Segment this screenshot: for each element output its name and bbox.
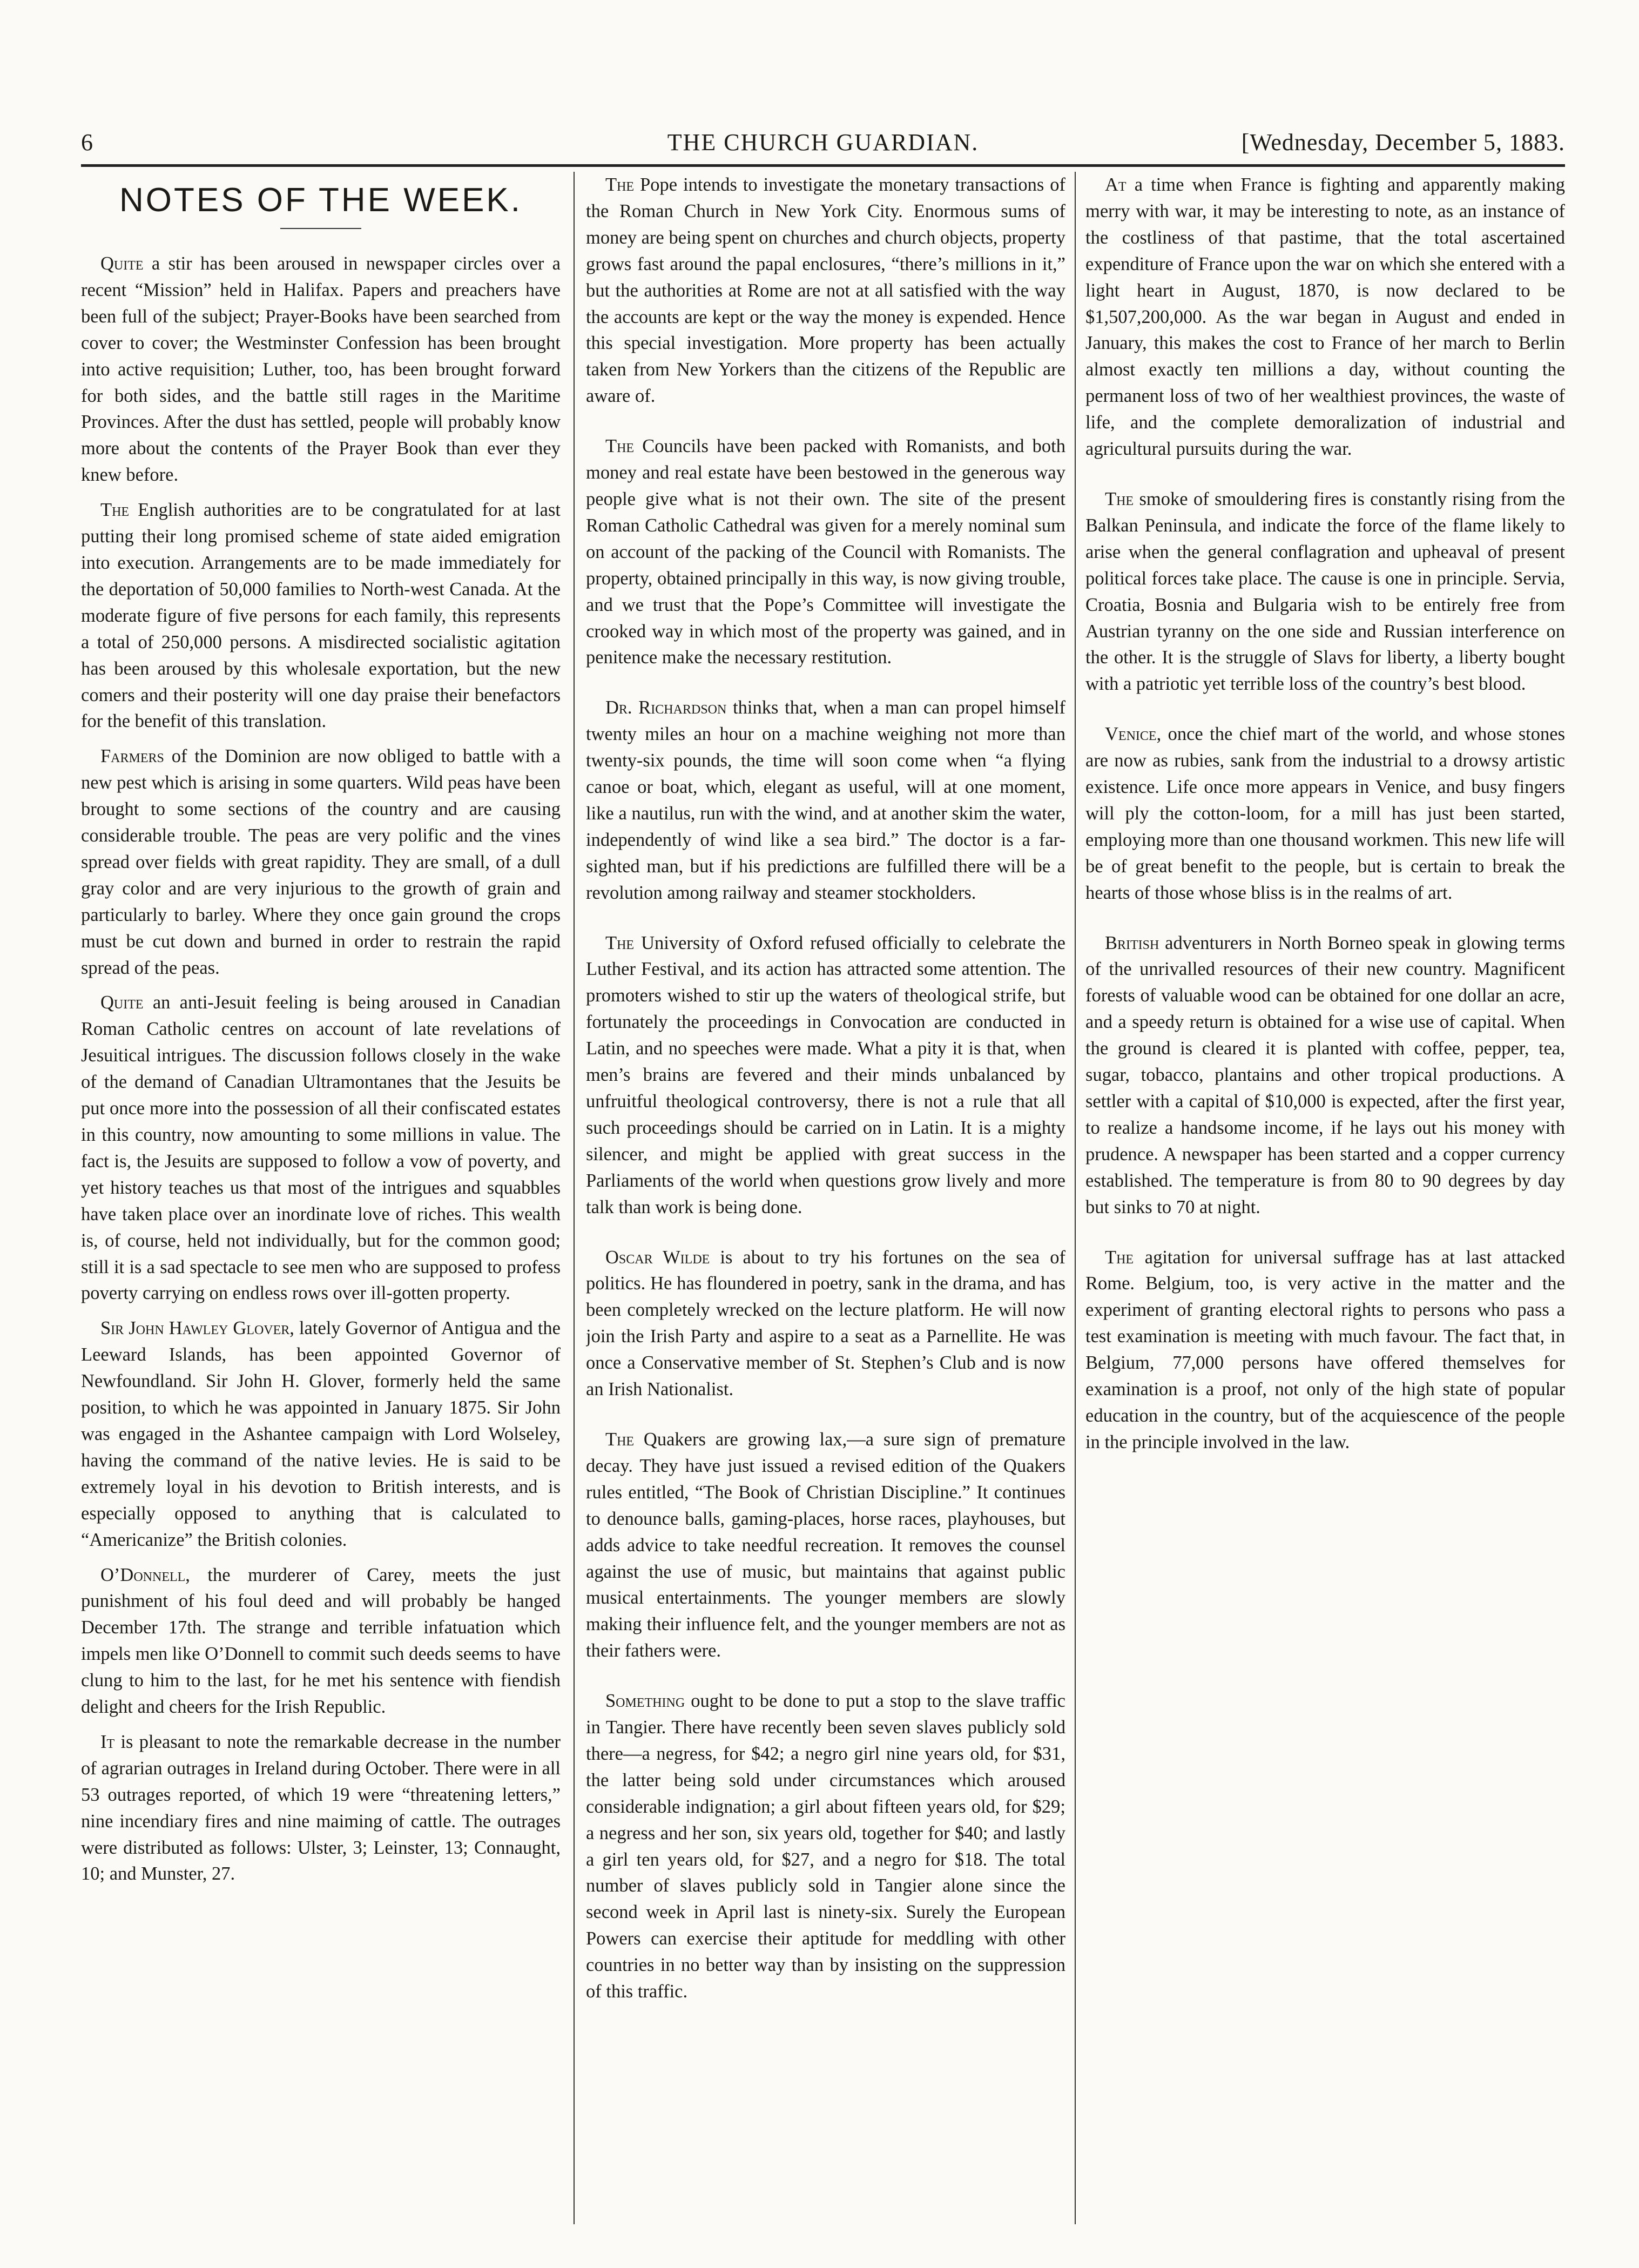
paragraph-lead: Farmers [100,746,164,767]
page-header [81,129,1565,161]
paragraph-lead: The [1105,488,1134,509]
section-title: NOTES OF THE WEEK. [119,181,523,219]
paragraph [586,1244,1065,1403]
paragraph [586,1426,1065,1664]
paragraph-text: is about to try his fortunes on the sea of politics. He has floundered in poetry, sank in the drama, and has been completely wrecked on the lecture platform. He will now join the Irish Party and aspire to a seat as a Parnellite. He was once a Conservative member of St. Stephen’s Club and is now an Irish Nationalist. [586,1247,1065,1400]
paragraph [1085,486,1565,697]
paragraph-lead: Something [605,1691,685,1712]
column-3 [1085,172,1565,2230]
paragraph-text: an anti-Jesuit feeling is being aroused in Canadian Roman Catholic centres on account of late revelations of Jesuitical intrigues. The discussion follows closely in the wake of the demand of Canadian Ultramontanes that the Jesuits be put once more into the possession of all their confiscated estates in this country, now amounting to some millions in value. The fact is, the Jesuits are supposed to follow a vow of poverty, and yet history teaches us that most of the intrigues and squabbles have taken place over an inordinate love of riches. This wealth is, of course, held not individually, but for the common good; still it is a sad spectacle to see men who are supposed to profess poverty carrying on endless rows over ill-gotten property. [81,992,561,1304]
paragraph [1085,1244,1565,1456]
paragraph-lead: Venice, [1105,724,1162,745]
column-divider [574,172,575,2224]
header-rule [81,164,1565,167]
paragraph [81,1315,561,1553]
paragraph [81,990,561,1307]
column-divider [1075,172,1076,2224]
page-number: 6 [81,129,93,156]
paragraph-lead: Oscar Wilde [605,1247,710,1268]
paragraph-text: lately Governor of Antigua and the Leeward Islands, has been appointed Governor of Newfoundland. Sir John H. Glover, formerly held the same position, to which he was appointed in January 1875. Sir John was engaged in the Ashantee campaign with Lord Wolseley, having the command of the native levies. He is said to be extremely loyal in his devotion to British interests, and is especially opposed to anything that is calculated to “Americanize” the British colonies. [81,1318,561,1550]
issue-date: [Wednesday, December 5, 1883. [1241,129,1565,156]
paragraph-text: English authorities are to be congratulated for at last putting their long promised scheme of state aided emigration into execution. Arrangements are to be made immediately for the deportation of 50,000 families to North-west Canada. At the moderate figure of five persons for each family, this represents a total of 250,000 persons. A misdirected socialistic agitation has been aroused by this wholesale exportation, but the new comers and their posterity will one day praise their benefactors for the benefit of this translation. [81,500,561,732]
paragraph-lead: Quite [100,253,144,274]
paragraph-lead: Quite [100,992,144,1013]
paragraph-text: a time when France is fighting and apparently making merry with war, it may be interesting to note, as an instance of the costliness of that pastime, that the total ascertained expenditure of France upon the war on which she entered with a light heart in August, 1870, is now declared to be $1,507,200,000. As the war began in August and ended in January, this makes the cost to France of her march to Berlin almost exactly ten millions a day, without counting the permanent loss of two of her wealthiest provinces, the waste of life, and the complete demoralization of industrial and agricultural pursuits during the war. [1085,174,1565,460]
paragraph-text: agitation for universal suffrage has at last attacked Rome. Belgium, too, is very active in the matter and the experiment of granting electoral rights to persons who pass a test examination is meeting with much favour. The fact that, in Belgium, 77,000 persons have offered themselves for examination is a proof, not only of the high state of popular education in the country, but of the acquiescence of the people in the principle involved in the law. [1085,1247,1565,1452]
paragraph [586,930,1065,1221]
paragraph [81,1562,561,1720]
paragraph-text: a stir has been aroused in newspaper circles over a recent “Mission” held in Halifax. Papers and preachers have been full of the subject; Prayer-Books have been searched from cover to cover; the Westminster Confession has been brought into active requisition; Luther, too, has been brought forward for both sides, and the battle still rages in the Maritime Provinces. After the dust has settled, people will probably know more about the contents of the Prayer Book than ever they knew before. [81,253,561,486]
paragraph-lead: The [605,174,635,195]
paragraph-text: adventurers in North Borneo speak in glowing terms of the unrivalled resources of their new country. Magnificent forests of valuable wood can be obtained for one dollar an acre, and a speedy return is obtained for a wise use of capital. When the ground is cleared it is planted with coffee, pepper, tea, sugar, tobacco, plantains and other tropical productions. A settler with a capital of $10,000 is expected, after the first year, to realize a handsome income, if he lays out his money with prudence. A newspaper has been started and a copper currency established. The temperature is from 80 to 90 degrees by day but sinks to 70 at night. [1085,932,1565,1217]
paragraph [586,695,1065,906]
paragraph-text: the murderer of Carey, meets the just punishment of his foul deed and will probably be hanged December 17th. The strange and terrible infatuation which impels men like O’Donnell to commit such deeds seems to have clung to him to the last, for he met his sentence with fiendish delight and cheers for the Irish Republic. [81,1564,561,1718]
paragraph [81,497,561,735]
column-1 [81,172,561,2230]
title-rule [280,228,361,229]
paragraph [586,1688,1065,2005]
paragraph-text: once the chief mart of the world, and whose stones are now as rubies, sank from the industrial to a drowsy artistic existence. Life once more appears in Venice, and busy fingers will ply the cotton-loom, for a mill has just been started, employing more than one thousand workmen. This new life will be of great benefit to the people, but is certain to break the hearts of those whose bliss is in the realms of art. [1085,724,1565,903]
paragraph-lead: British [1105,932,1159,953]
paragraph-lead: The [605,932,635,953]
paragraph-text: is pleasant to note the remarkable decrease in the number of agrarian outrages in Ireland during October. There were in all 53 outrages reported, of which 19 were “threatening letters,” nine incendiary fires and nine maiming of cattle. The outrages were distributed as follows: Ulster, 3; Leinster, 13; Connaught, 10; and Munster, 27. [81,1731,561,1885]
paragraph-lead: Dr. Richardson [605,697,727,718]
paragraph [81,743,561,981]
paragraph-text: smoke of smouldering fires is constantly rising from the Balkan Peninsula, and indicate the force of the flame likely to arise when the general conflagration and upheaval of present political forces take place. The cause is one in principle. Servia, Croatia, Bosnia and Bulgaria wish to be entirely free from Austrian tyranny on the one side and Russian interference on the other. It is the struggle of Slavs for liberty, a liberty bought with a patriotic yet terrible loss of the country’s best blood. [1085,488,1565,695]
paragraph [586,433,1065,671]
paragraph [1085,172,1565,462]
paragraph-lead: The [605,1429,635,1450]
paragraph-lead: O’Donnell, [100,1564,190,1585]
paragraph-text: thinks that, when a man can propel himself twenty miles an hour on a machine weighing not more than twenty-six pounds, the time will soon come when “a flying canoe or boat, which, elegant as useful, will at one moment, like a nautilus, run with the wind, and at another skim the water, independently of wind like a sea bird.” The doctor is a far-sighted man, but if his predictions are fulfilled there will be a revolution among railway and steamer stockholders. [586,697,1065,903]
paragraph-lead: Sir John Hawley Glover, [100,1318,294,1339]
paragraph-lead: The [100,500,130,521]
paragraph-lead: The [605,436,635,457]
paragraph-lead: The [1105,1247,1134,1268]
paragraph [1085,930,1565,1221]
paragraph-lead: At [1105,174,1127,195]
paragraph-lead: It [100,1731,115,1752]
paragraph [81,1729,561,1887]
paragraph [81,251,561,488]
paragraph-text: University of Oxford refused officially to celebrate the Luther Festival, and its action has attracted some attention. The promoters wished to stir up the waters of theological strife, but fortunately the proceedings in Convocation are conducted in Latin, and no speeches were made. What a pity it is that, when men’s brains are fevered and their minds unbalanced by unfruitful theological controversy, there is not a rule that all such proceedings should be carried on in Latin. It is a mighty silencer, and might be applied with great success in the Parliaments of the world when questions grow lively and more talk than work is being done. [586,932,1065,1217]
paragraph [1085,721,1565,906]
masthead-title: THE CHURCH GUARDIAN. [667,129,979,156]
paragraph-text: Quakers are growing lax,—a sure sign of premature decay. They have just issued a revised edition of the Quakers rules entitled, “The Book of Christian Discipline.” It continues to denounce balls, gaming-places, horse races, playhouses, but adds advice to take needful recreation. It removes the counsel against the use of music, but maintains that against public musical entertainments. The younger members are slowly making their influence felt, and the younger members are not as their fathers were. [586,1429,1065,1661]
column-2 [586,172,1065,2230]
paragraph-text: ought to be done to put a stop to the slave traffic in Tangier. There have recently been seven slaves publicly sold there—a negress, for $42; a negro girl nine years old, for $31, the latter being sold under circumstances which aroused considerable indignation; a girl about fifteen years old, for $29; a negress and her son, six years old, together for $40; and lastly a girl ten years old, for $27, and a negro for $18. The total number of slaves publicly sold in Tangier alone since the second week in April last is ninety-six. Surely the European Powers can exercise their aptitude for meddling with other countries in no better way than by insisting on the suppression of this traffic. [586,1691,1065,2002]
paragraph [586,172,1065,409]
paragraph-text: Pope intends to investigate the monetary transactions of the Roman Church in New York City. Enormous sums of money are being spent on churches and church objects, property grows fast around the papal enclosures, “there’s millions in it,” but the authorities at Rome are not at all satisfied with the way the accounts are kept or the way the money is expended. Hence this special investigation. More property has been actually taken from New Yorkers than the citizens of the Republic are aware of. [586,174,1065,407]
paragraph-text: Councils have been packed with Romanists, and both money and real estate have been bestowed in the generous way people give what is not their own. The site of the present Roman Catholic Cathedral was given for a merely nominal sum on account of the packing of the Council with Romanists. The property, obtained principally in this way, is now giving trouble, and we trust that the Pope’s Committee will investigate the crooked way in which most of the property was gained, and in penitence make the necessary restitution. [586,436,1065,668]
paragraph-text: of the Dominion are now obliged to battle with a new pest which is arising in some quarters. Wild peas have been brought to some sections of the country and are causing considerable trouble. The peas are very polific and the vines spread over fields with great rapidity. They are small, of a dull gray color and are very injurious to the growth of grain and particularly to barley. Where they once gain ground the crops must be cut down and burned in order to restrain the rapid spread of the peas. [81,746,561,978]
